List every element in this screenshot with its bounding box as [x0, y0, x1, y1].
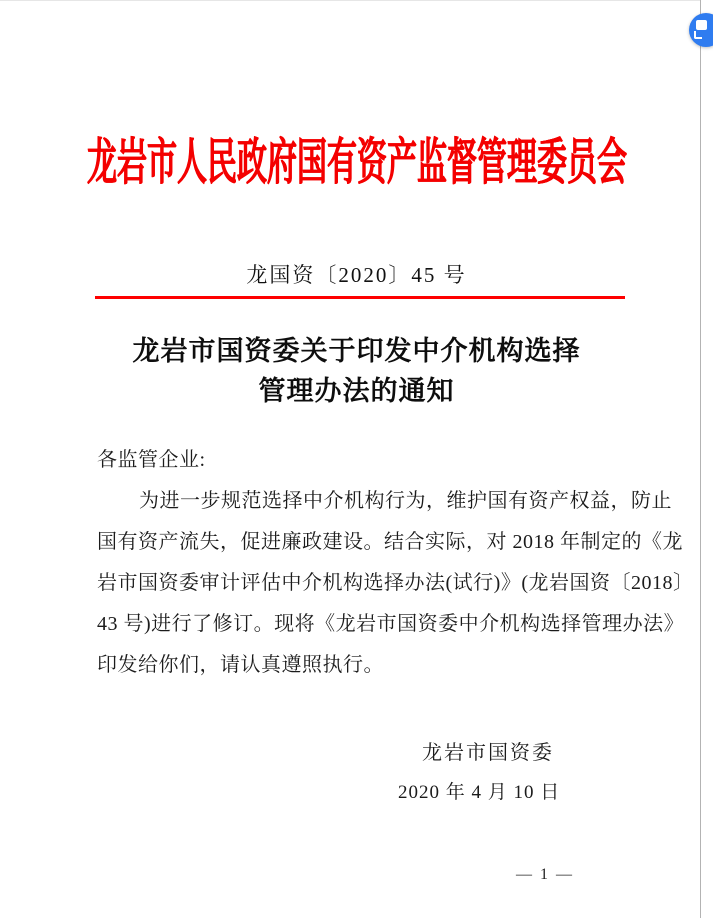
body-line: 印发给你们，请认真遵照执行。	[97, 654, 384, 676]
issuing-authority-title: 龙岩市人民政府国有资产监督管理委员会	[86, 134, 627, 190]
salutation: 各监管企业:	[97, 449, 206, 471]
document-title-line2: 管理办法的通知	[258, 376, 455, 406]
document-title-line1: 龙岩市国资委关于印发中介机构选择	[132, 336, 581, 366]
body-line: 为进一步规范选择中介机构行为，维护国有资产权益，防止	[139, 490, 672, 512]
signature-date: 2020 年 4 月 10 日	[398, 782, 561, 803]
body-line: 国有资产流失，促进廉政建设。结合实际，对 2018 年制定的《龙	[97, 531, 683, 553]
document-title	[0, 331, 713, 411]
translate-bubble-icon	[696, 20, 707, 30]
red-divider-line	[95, 296, 625, 299]
signature-authority: 龙岩市国资委	[422, 742, 554, 764]
body-line: 43 号)进行了修订。现将《龙岩市国资委中介机构选择管理办法》	[97, 613, 685, 635]
red-letterhead	[0, 126, 713, 190]
body-line: 岩市国资委审计评估中介机构选择办法(试行)》(龙岩国资〔2018〕	[97, 572, 694, 594]
page-number: — 1 —	[516, 866, 574, 883]
document-number: 龙国资〔2020〕45 号	[246, 263, 467, 287]
page-top-edge	[0, 0, 700, 1]
translate-bubble-tail-icon	[694, 31, 702, 39]
translate-fab-button[interactable]	[689, 13, 713, 47]
